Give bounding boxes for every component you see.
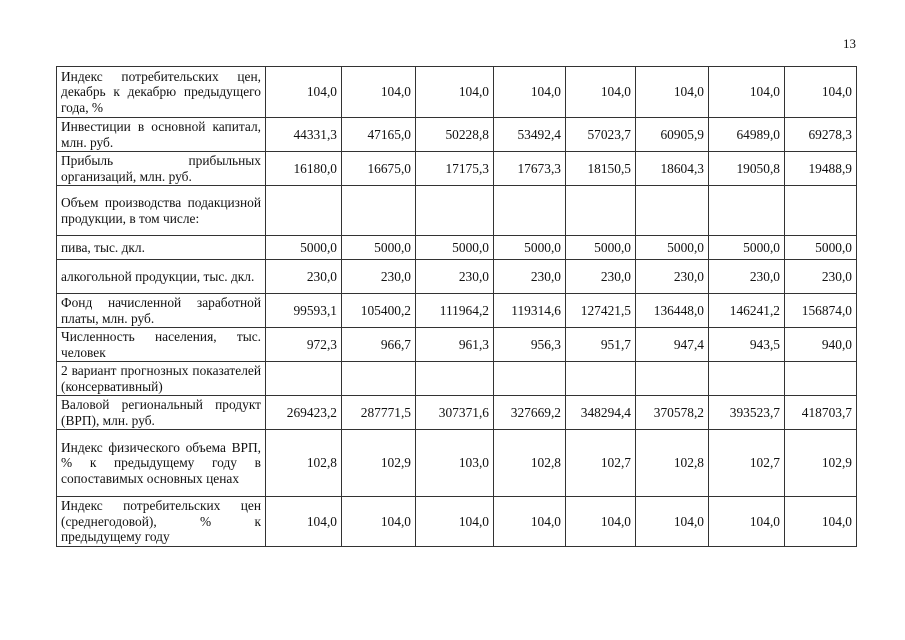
value-cell: 5000,0 bbox=[636, 236, 709, 260]
value-cell: 393523,7 bbox=[709, 396, 785, 430]
value-cell: 104,0 bbox=[785, 67, 857, 118]
value-cell: 104,0 bbox=[266, 497, 342, 547]
row-label: Фонд начисленной заработной платы, млн. руб. bbox=[57, 294, 266, 328]
value-cell: 5000,0 bbox=[494, 236, 566, 260]
value-cell: 111964,2 bbox=[416, 294, 494, 328]
value-cell: 60905,9 bbox=[636, 118, 709, 152]
value-cell: 44331,3 bbox=[266, 118, 342, 152]
value-cell bbox=[266, 362, 342, 396]
table-row bbox=[57, 67, 857, 118]
value-cell: 104,0 bbox=[494, 497, 566, 547]
value-cell bbox=[636, 362, 709, 396]
value-cell: 104,0 bbox=[785, 497, 857, 547]
value-cell: 18150,5 bbox=[566, 152, 636, 186]
value-cell: 104,0 bbox=[566, 67, 636, 118]
value-cell: 5000,0 bbox=[416, 236, 494, 260]
value-cell bbox=[785, 362, 857, 396]
value-cell: 19488,9 bbox=[785, 152, 857, 186]
value-cell: 16180,0 bbox=[266, 152, 342, 186]
table-row bbox=[57, 118, 857, 152]
row-label: Численность населения, тыс. человек bbox=[57, 328, 266, 362]
table-row bbox=[57, 430, 857, 497]
table-row bbox=[57, 362, 857, 396]
table-row bbox=[57, 152, 857, 186]
table-row bbox=[57, 328, 857, 362]
value-cell: 947,4 bbox=[636, 328, 709, 362]
value-cell bbox=[494, 186, 566, 236]
value-cell bbox=[266, 186, 342, 236]
row-label: алкогольной продукции, тыс. дкл. bbox=[57, 260, 266, 294]
value-cell bbox=[636, 186, 709, 236]
value-cell: 16675,0 bbox=[342, 152, 416, 186]
value-cell: 5000,0 bbox=[785, 236, 857, 260]
value-cell bbox=[416, 186, 494, 236]
value-cell: 370578,2 bbox=[636, 396, 709, 430]
value-cell: 104,0 bbox=[709, 67, 785, 118]
value-cell: 18604,3 bbox=[636, 152, 709, 186]
value-cell: 102,8 bbox=[494, 430, 566, 497]
forecast-table bbox=[56, 66, 857, 547]
value-cell: 47165,0 bbox=[342, 118, 416, 152]
value-cell: 102,9 bbox=[342, 430, 416, 497]
table-row bbox=[57, 396, 857, 430]
table-row bbox=[57, 186, 857, 236]
value-cell: 327669,2 bbox=[494, 396, 566, 430]
value-cell: 104,0 bbox=[266, 67, 342, 118]
value-cell: 961,3 bbox=[416, 328, 494, 362]
value-cell: 119314,6 bbox=[494, 294, 566, 328]
value-cell: 269423,2 bbox=[266, 396, 342, 430]
value-cell: 230,0 bbox=[342, 260, 416, 294]
value-cell bbox=[785, 186, 857, 236]
value-cell: 19050,8 bbox=[709, 152, 785, 186]
value-cell: 940,0 bbox=[785, 328, 857, 362]
value-cell: 966,7 bbox=[342, 328, 416, 362]
value-cell bbox=[342, 186, 416, 236]
value-cell: 102,8 bbox=[636, 430, 709, 497]
table-row bbox=[57, 236, 857, 260]
value-cell: 104,0 bbox=[494, 67, 566, 118]
value-cell: 105400,2 bbox=[342, 294, 416, 328]
value-cell: 102,8 bbox=[266, 430, 342, 497]
row-label: Индекс физического объема ВРП, % к предыдущему году в сопоставимых основных ценах bbox=[57, 430, 266, 497]
value-cell: 136448,0 bbox=[636, 294, 709, 328]
value-cell: 57023,7 bbox=[566, 118, 636, 152]
value-cell: 103,0 bbox=[416, 430, 494, 497]
value-cell: 348294,4 bbox=[566, 396, 636, 430]
value-cell: 951,7 bbox=[566, 328, 636, 362]
value-cell: 230,0 bbox=[785, 260, 857, 294]
value-cell: 230,0 bbox=[494, 260, 566, 294]
value-cell: 5000,0 bbox=[566, 236, 636, 260]
value-cell: 99593,1 bbox=[266, 294, 342, 328]
row-label: Инвестиции в основной капитал, млн. руб. bbox=[57, 118, 266, 152]
value-cell: 287771,5 bbox=[342, 396, 416, 430]
value-cell: 127421,5 bbox=[566, 294, 636, 328]
row-label: Валовой региональный продукт (ВРП), млн. руб. bbox=[57, 396, 266, 430]
row-label: пива, тыс. дкл. bbox=[57, 236, 266, 260]
value-cell: 17175,3 bbox=[416, 152, 494, 186]
row-label: Объем производства подакцизной продукции, в том числе: bbox=[57, 186, 266, 236]
value-cell bbox=[709, 362, 785, 396]
value-cell bbox=[566, 362, 636, 396]
value-cell bbox=[494, 362, 566, 396]
value-cell: 230,0 bbox=[266, 260, 342, 294]
table-row bbox=[57, 294, 857, 328]
value-cell: 102,9 bbox=[785, 430, 857, 497]
value-cell: 104,0 bbox=[709, 497, 785, 547]
value-cell: 956,3 bbox=[494, 328, 566, 362]
value-cell: 146241,2 bbox=[709, 294, 785, 328]
value-cell: 156874,0 bbox=[785, 294, 857, 328]
value-cell: 104,0 bbox=[636, 67, 709, 118]
value-cell: 64989,0 bbox=[709, 118, 785, 152]
value-cell: 102,7 bbox=[566, 430, 636, 497]
value-cell bbox=[416, 362, 494, 396]
value-cell: 5000,0 bbox=[266, 236, 342, 260]
value-cell: 104,0 bbox=[636, 497, 709, 547]
value-cell: 418703,7 bbox=[785, 396, 857, 430]
table-body bbox=[57, 67, 857, 547]
value-cell: 230,0 bbox=[566, 260, 636, 294]
page-number: 13 bbox=[843, 36, 856, 51]
value-cell: 104,0 bbox=[566, 497, 636, 547]
value-cell: 69278,3 bbox=[785, 118, 857, 152]
value-cell: 104,0 bbox=[416, 67, 494, 118]
value-cell: 104,0 bbox=[342, 67, 416, 118]
row-label: 2 вариант прогнозных показателей (консервативный) bbox=[57, 362, 266, 396]
table-row bbox=[57, 260, 857, 294]
table-row bbox=[57, 497, 857, 547]
row-label: Индекс потребительских цен (среднегодовой), % к предыдущему году bbox=[57, 497, 266, 547]
value-cell: 972,3 bbox=[266, 328, 342, 362]
value-cell bbox=[709, 186, 785, 236]
value-cell: 230,0 bbox=[636, 260, 709, 294]
value-cell: 17673,3 bbox=[494, 152, 566, 186]
value-cell: 104,0 bbox=[416, 497, 494, 547]
value-cell: 230,0 bbox=[709, 260, 785, 294]
value-cell: 230,0 bbox=[416, 260, 494, 294]
row-label: Прибыль прибыльных организаций, млн. руб. bbox=[57, 152, 266, 186]
value-cell: 53492,4 bbox=[494, 118, 566, 152]
value-cell: 104,0 bbox=[342, 497, 416, 547]
value-cell bbox=[342, 362, 416, 396]
value-cell: 943,5 bbox=[709, 328, 785, 362]
row-label: Индекс потребительских цен, декабрь к декабрю предыдущего года, % bbox=[57, 67, 266, 118]
value-cell: 102,7 bbox=[709, 430, 785, 497]
value-cell: 50228,8 bbox=[416, 118, 494, 152]
value-cell: 5000,0 bbox=[709, 236, 785, 260]
value-cell: 307371,6 bbox=[416, 396, 494, 430]
value-cell: 5000,0 bbox=[342, 236, 416, 260]
value-cell bbox=[566, 186, 636, 236]
